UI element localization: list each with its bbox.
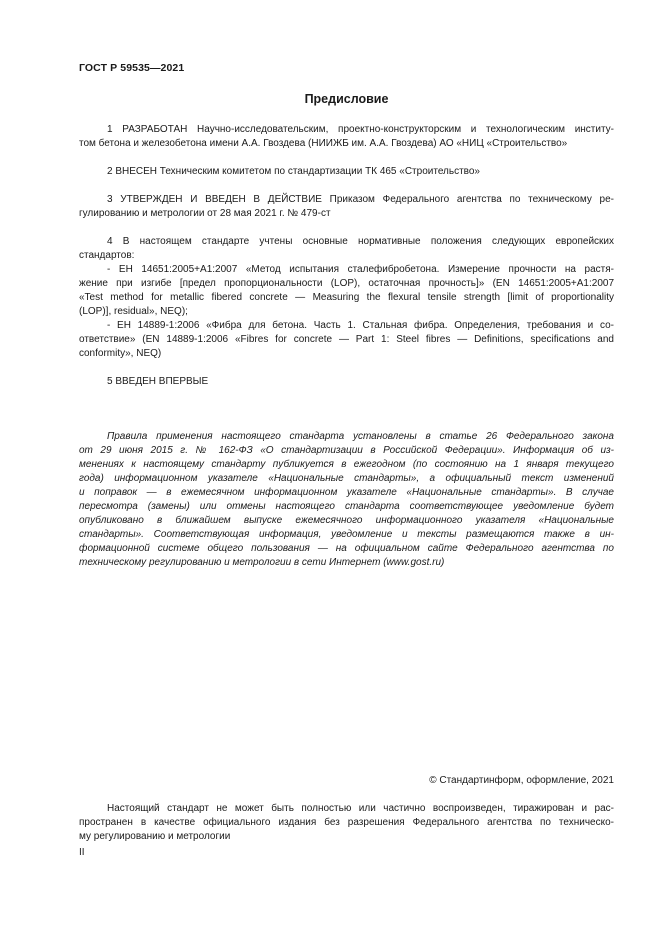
item3-line: гулированию и метрологии от 28 мая 2021 г. № 479-ст — [79, 208, 331, 219]
item4-line: 4 В настоящем стандарте учтены основные нормативные положения следующих европейских — [107, 236, 614, 247]
standard-code: ГОСТ Р 59535—2021 — [79, 62, 185, 74]
rules-line: стандарты». Соответствующая информация, уведомление и тексты размещаются также в ин- — [79, 529, 614, 540]
notice-line: Настоящий стандарт не может быть полностью или частично воспроизведен, тиражирован и рас- — [107, 803, 614, 814]
rules-line: менениях к настоящему стандарту публикуется в ежегодном (по состоянию на 1 января текущего — [79, 459, 614, 470]
item2-line: 2 ВНЕСЕН Техническим комитетом по стандартизации ТК 465 «Строительство» — [107, 166, 480, 177]
item3-line: 3 УТВЕРЖДЕН И ВВЕДЕН В ДЕЙСТВИЕ Приказом Федерального агентства по техническому ре- — [107, 194, 614, 205]
notice-line: пространен в качестве официального издания без разрешения Федерального агентства по техническо- — [79, 817, 614, 828]
item1-line: 1 РАЗРАБОТАН Научно-исследовательским, проектно-конструкторским и технологическим институ- — [107, 124, 614, 135]
item4-line: - ЕН 14651:2005+А1:2007 «Метод испытания сталефибробетона. Измерение прочности на растя- — [107, 264, 614, 275]
notice-line: му регулированию и метрологии — [79, 831, 231, 842]
rules-line: от 29 июня 2015 г. № 162-ФЗ «О стандартизации в Российской Федерации». Информация об из- — [79, 445, 614, 456]
rules-line: года) информационном указателе «Национальные стандарты», а официальный текст изменений — [79, 473, 614, 484]
rules-line: техническому регулированию и метрологии в сети Интернет (www.gost.ru) — [79, 557, 445, 568]
item4-line: conformity», NEQ) — [79, 348, 162, 359]
item4-line: ответствие» (EN 14889-1:2006 «Fibres for concrete — Part 1: Steel fibres — Definitions, specifications and — [79, 334, 614, 345]
preface-title: Предисловие — [304, 92, 389, 106]
item4-line: - ЕН 14889-1:2006 «Фибра для бетона. Часть 1. Стальная фибра. Определения, требования и со- — [107, 320, 614, 331]
rules-line: и поправок — в ежемесячном информационном указателе «Национальные стандарты». В случае — [79, 487, 614, 498]
page-title — [0, 92, 661, 106]
page-number: II — [79, 847, 85, 858]
rules-line: формационной системе общего пользования — на официальном сайте Федерального агентства по — [79, 543, 614, 554]
item1-line: том бетона и железобетона имени А.А. Гвоздева (НИИЖБ им. А.А. Гвоздева) АО «НИЦ «Строительство» — [79, 138, 568, 149]
item4-line: «Test method for metallic fibered concrete — Measuring the flexural tensile strength [limit of proportionality — [79, 292, 614, 303]
item5-line: 5 ВВЕДЕН ВПЕРВЫЕ — [107, 376, 209, 387]
item4-line: стандартов: — [79, 250, 135, 261]
rules-line: Правила применения настоящего стандарта установлены в статье 26 Федерального закона — [107, 431, 614, 442]
rules-line: пересмотра (замены) или отмены настоящего стандарта соответствующее уведомление будет — [79, 501, 614, 512]
item4-line: жение при изгибе [предел пропорциональности (LOP), остаточная прочность]» (EN 14651:2005+A1:2007 — [79, 278, 614, 289]
copyright: © Стандартинформ, оформление, 2021 — [429, 775, 614, 786]
item4-line: (LOP)], residual», NEQ); — [79, 306, 188, 317]
rules-line: опубликовано в ближайшем выпуске ежемесячного информационного указателя «Национальные — [79, 515, 614, 526]
